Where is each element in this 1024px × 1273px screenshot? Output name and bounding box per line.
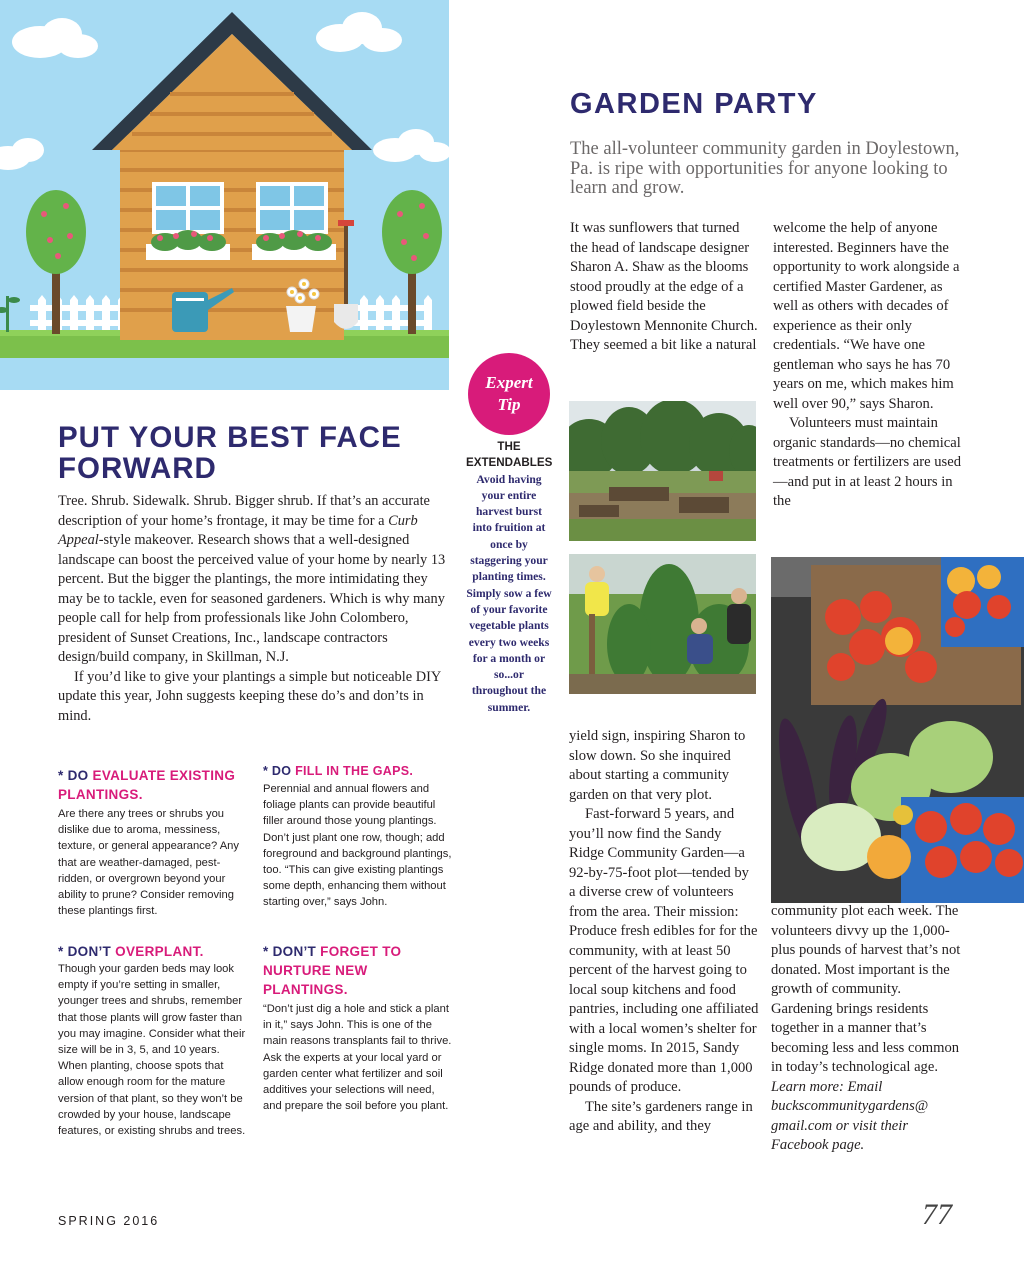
expert-tip-heading-line1: THE	[497, 440, 521, 453]
intro-paragraph: If you’d like to give your plantings a simple but noticeable DIY update this year, John suggests keeping these do’s and don’ts in mind.	[58, 668, 441, 724]
expert-tip-column	[466, 439, 552, 716]
article-paragraph: Fast-forward 5 years, and you’ll now find the Sandy Ridge Community Garden—a 92-by-75-foot plot—tended by a diverse crew of volunteers from the area. Their mission: Produce fresh edibles for for the community, with at least 50 percent of the harvest going to local soup kitchens and food pantries, including one affiliated with a local women’s shelter for single moms. In 2015, Sandy Ridge donated more than 1,000 pounds of produce.	[569, 806, 759, 1095]
garden-party-col1-bottom	[569, 727, 759, 1137]
tip-body: “Don’t just dig a hole and stick a plant in it,” says John. This is one of the main reasons transplants fail to thrive. Ask the experts at your local yard or garden center what fertilizer and soil additives your selections will need, and prepare the soil before you plant.	[263, 1003, 452, 1113]
garden-party-title: GARDEN PARTY	[570, 88, 818, 120]
article-paragraph: It was sunflowers that turned the head of landscape designer Sharon A. Shaw as the blooms stood proudly at the edge of a plowed field beside the Doylestown Mennonite Church. They seemed a bit like a natural	[570, 220, 758, 353]
expert-tip-badge-line2: Tip	[497, 395, 521, 414]
article-paragraph: Volunteers must maintain organic standards—no chemical treatments or fertilizers are used—and put in at least 2 hours in the	[773, 415, 962, 509]
article-paragraph: yield sign, inspiring Sharon to slow down. So she inquired about starting a community garden on that very plot.	[569, 728, 746, 803]
expert-tip-badge-line1: Expert	[485, 373, 533, 392]
expert-tip-badge	[468, 353, 550, 435]
harvest-vegetables-photo	[771, 557, 1024, 903]
expert-tip-heading-line2: EXTENDABLES	[466, 456, 553, 470]
tip-nurture: * DON’T FORGET TO NURTURE NEW PLANTINGS. “Don’t just dig a hole and stick a plant in it,” says John. This is one of the main reasons transplants fail to thrive. Ask the experts at your local yard or garden center what fertilizer and soil additives your selections will need, and prepare the soil before you plant.	[263, 942, 453, 1114]
volunteers-photo	[569, 554, 756, 694]
intro-paragraph: Tree. Shrub. Sidewalk. Shrub. Bigger shrub. If that’s an accurate description of your home’s frontage, it may be time for a Curb Appeal-style makeover. Research shows that a well-designed landscape can boost the perceived value of your home by nearly 13 percent. But the bigger the plantings, the more intimidating they may be to tackle, even for seasoned gardeners. Which is why many people call for help from professionals like John Colombero, president of Sunset Creations, Inc., landscape contractors design/build company, in Skillman, N.J.	[58, 493, 446, 665]
garden-party-dek: The all-volunteer community garden in Doylestown, Pa. is ripe with opportunities for anyone looking to learn and grow.	[570, 139, 960, 198]
best-face-title: PUT YOUR BEST FACE FORWARD	[58, 421, 402, 485]
issue-label: SPRING 2016	[58, 1214, 160, 1228]
tip-fill-gaps: * DO FILL IN THE GAPS. Perennial and annual flowers and foliage plants can provide beautiful filler around those young plantings. Don’t just plant one row, though; add foreground and background plantings, too. “This can give existing plantings some depth, enhancing them without starting over,” says John.	[263, 764, 452, 909]
community-garden-photo	[569, 401, 756, 541]
learn-more-text: Learn more: Email buckscommunitygardens@ gmail.com or visit their Facebook page.	[771, 1078, 929, 1153]
expert-tip-body: Avoid having your entire harvest burst into fruition at once by staggering your planting times. Simply sow a few of your favorite vegetable plants every two weeks for a month or so...or throughout the summer.	[466, 472, 552, 714]
house-garden-illustration	[0, 0, 449, 390]
garden-party-col2-top	[773, 219, 965, 512]
article-paragraph: welcome the help of anyone interested. Beginners have the opportunity to work alongside a certified Master Gardener, as well as others with decades of experience as their only credentials. “We have one gentleman who says he has 70 years on me, which makes him well over 90,” says Sharon.	[773, 220, 960, 412]
best-face-intro	[58, 492, 450, 726]
tip-body: Though your garden beds may look empty if you’re setting in smaller, younger trees and shrubs, remember that those plants will grow faster than you may imagine. Consider what their size will be in 3, 5, and 10 years. When planting, choose spots that allow enough room for the mature version of that plant, so they won’t be crowded by your house, landscape features, or existing shrubs and trees.	[58, 963, 246, 1138]
page-number: 77	[922, 1198, 952, 1231]
garden-party-col1-top	[570, 219, 760, 356]
tip-body: Are there any trees or shrubs you dislike due to aroma, messiness, texture, or general appearance? Any that are weather-damaged, pest-ridden, or overgrown beyond your ability to prune? Consider removing these plantings first.	[58, 808, 239, 918]
tip-evaluate: * DO EVALUATE EXISTING PLANTINGS. Are there any trees or shrubs you dislike due to aroma, messiness, texture, or general appearance? Any that are weather-damaged, pest-ridden, or overgrown beyond your ability to prune? Consider removing these plantings first.	[58, 766, 248, 919]
tip-overplant: * DON’T OVERPLANT. Though your garden beds may look empty if you’re setting in smaller, younger trees and shrubs, remember that those plants will grow faster than you may imagine. Consider what their size will be in 3, 5, and 10 years. When planting, choose spots that allow enough room for the mature version of that plant, so they won’t be crowded by your house, landscape features, or existing shrubs and trees.	[58, 942, 248, 1139]
article-paragraph: community plot each week. The volunteers divvy up the 1,000-plus pounds of harvest that’s not donated. Most important is the growth of community. Gardening brings residents together in a manner that’s becoming less and less common in today’s technological age.	[771, 903, 961, 1075]
garden-party-col2-bottom	[771, 902, 963, 1156]
article-paragraph: The site’s gardeners range in age and ability, and they	[569, 1098, 753, 1134]
